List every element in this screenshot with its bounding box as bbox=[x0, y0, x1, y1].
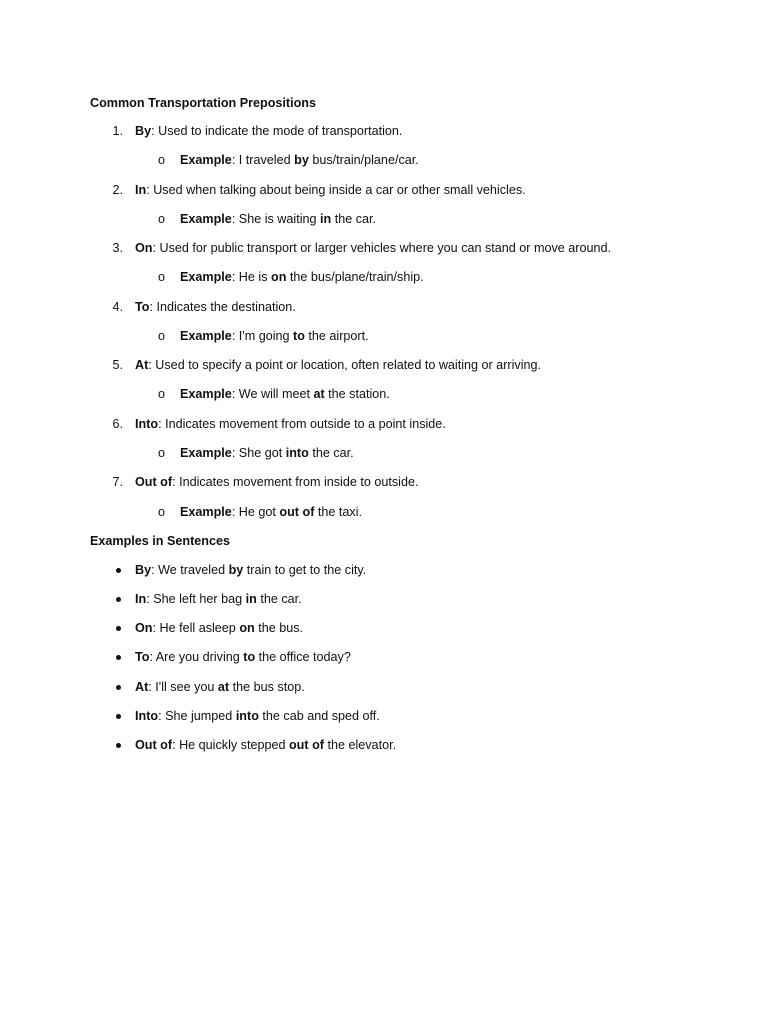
example-label: Example bbox=[180, 446, 232, 460]
sentence-text: : She left her bag bbox=[146, 592, 246, 606]
item-number: 6. bbox=[112, 417, 123, 431]
example-text-end: the car. bbox=[331, 212, 377, 226]
bullet-icon bbox=[116, 685, 121, 690]
sentence-term: To bbox=[135, 650, 150, 664]
section-heading-examples: Examples in Sentences bbox=[90, 534, 230, 548]
example-label: Example bbox=[180, 212, 232, 226]
sentence-text: : I'll see you bbox=[148, 680, 218, 694]
sentence-preposition: to bbox=[243, 650, 256, 664]
sentence-text-end: the car. bbox=[256, 592, 302, 606]
sentence-text: : He fell asleep bbox=[152, 621, 240, 635]
sub-bullet-marker: o bbox=[158, 329, 166, 343]
sentence-text: : Are you driving bbox=[149, 650, 244, 664]
example-text-end: bus/train/plane/car. bbox=[308, 153, 419, 167]
item-definition: : Used when talking about being inside a car or other small vehicles. bbox=[146, 183, 526, 197]
sentence-preposition: on bbox=[239, 621, 255, 635]
example-text: : I traveled bbox=[231, 153, 295, 167]
item-number: 2. bbox=[112, 183, 123, 197]
item-term: In bbox=[135, 183, 147, 197]
item-number: 3. bbox=[112, 241, 123, 255]
item-definition: : Indicates movement from outside to a point inside. bbox=[158, 417, 446, 431]
sentence-text: : He quickly stepped bbox=[172, 738, 289, 752]
section-heading-prepositions: Common Transportation Prepositions bbox=[90, 96, 317, 110]
example-preposition: on bbox=[271, 270, 287, 284]
sentence-preposition: in bbox=[245, 592, 257, 606]
sentence-preposition: into bbox=[235, 709, 259, 723]
sentence-preposition: by bbox=[228, 563, 244, 577]
bullet-icon bbox=[116, 626, 121, 631]
example-text: : I'm going bbox=[231, 329, 294, 343]
example-preposition: in bbox=[320, 212, 332, 226]
sentence-preposition: out of bbox=[288, 738, 324, 752]
example-text: : He is bbox=[231, 270, 272, 284]
bullet-icon bbox=[116, 714, 121, 719]
example-preposition: to bbox=[293, 329, 305, 343]
sentence-text: : We traveled bbox=[151, 563, 229, 577]
item-number: 5. bbox=[112, 358, 123, 372]
example-text-end: the airport. bbox=[304, 329, 369, 343]
item-term: Out of bbox=[135, 475, 173, 489]
example-label: Example bbox=[180, 270, 232, 284]
example-preposition: out of bbox=[279, 505, 315, 519]
sentence-text-end: the office today? bbox=[255, 650, 351, 664]
sentence-text: : She jumped bbox=[158, 709, 236, 723]
example-text: : She is waiting bbox=[231, 212, 321, 226]
sentence-text-end: train to get to the city. bbox=[243, 563, 367, 577]
example-text: : She got bbox=[231, 446, 286, 460]
example-text-end: the car. bbox=[308, 446, 354, 460]
item-term: To bbox=[135, 300, 150, 314]
sub-bullet-marker: o bbox=[158, 446, 166, 460]
item-number: 1. bbox=[112, 124, 123, 138]
sentence-term: By bbox=[135, 563, 152, 577]
example-preposition: at bbox=[313, 387, 325, 401]
sub-bullet-marker: o bbox=[158, 153, 166, 167]
example-label: Example bbox=[180, 505, 232, 519]
example-label: Example bbox=[180, 329, 232, 343]
sentence-term: On bbox=[135, 621, 153, 635]
example-preposition: into bbox=[285, 446, 309, 460]
sub-bullet-marker: o bbox=[158, 505, 166, 519]
sentence-term: Into bbox=[135, 709, 159, 723]
item-number: 7. bbox=[112, 475, 123, 489]
item-definition: : Indicates movement from inside to outside. bbox=[172, 475, 419, 489]
sub-bullet-marker: o bbox=[158, 387, 166, 401]
bullet-icon bbox=[116, 568, 121, 573]
example-label: Example bbox=[180, 153, 232, 167]
item-number: 4. bbox=[112, 300, 123, 314]
example-preposition: by bbox=[294, 153, 309, 167]
sentence-preposition: at bbox=[217, 680, 230, 694]
example-text-end: the bus/plane/train/ship. bbox=[286, 270, 424, 284]
item-term: On bbox=[135, 241, 153, 255]
item-term: At bbox=[135, 358, 149, 372]
bullet-icon bbox=[116, 655, 121, 660]
bullet-icon bbox=[116, 597, 121, 602]
example-text: : He got bbox=[231, 505, 280, 519]
sentence-text-end: the elevator. bbox=[323, 738, 397, 752]
sentence-term: In bbox=[135, 592, 147, 606]
item-term: Into bbox=[135, 417, 159, 431]
item-definition: : Indicates the destination. bbox=[149, 300, 296, 314]
sentence-text-end: the bus. bbox=[254, 621, 304, 635]
sentence-text-end: the bus stop. bbox=[229, 680, 305, 694]
example-label: Example bbox=[180, 387, 232, 401]
item-definition: : Used to indicate the mode of transportation. bbox=[151, 124, 403, 138]
example-text: : We will meet bbox=[231, 387, 314, 401]
sub-bullet-marker: o bbox=[158, 212, 166, 226]
example-text-end: the station. bbox=[324, 387, 390, 401]
sub-bullet-marker: o bbox=[158, 270, 166, 284]
item-definition: : Used to specify a point or location, often related to waiting or arriving. bbox=[148, 358, 542, 372]
sentence-term: At bbox=[135, 680, 149, 694]
sentence-text-end: the cab and sped off. bbox=[258, 709, 380, 723]
item-term: By bbox=[135, 124, 152, 138]
item-definition: : Used for public transport or larger vehicles where you can stand or move around. bbox=[152, 241, 612, 255]
example-text-end: the taxi. bbox=[314, 505, 362, 519]
bullet-icon bbox=[116, 743, 121, 748]
sentence-term: Out of bbox=[135, 738, 173, 752]
